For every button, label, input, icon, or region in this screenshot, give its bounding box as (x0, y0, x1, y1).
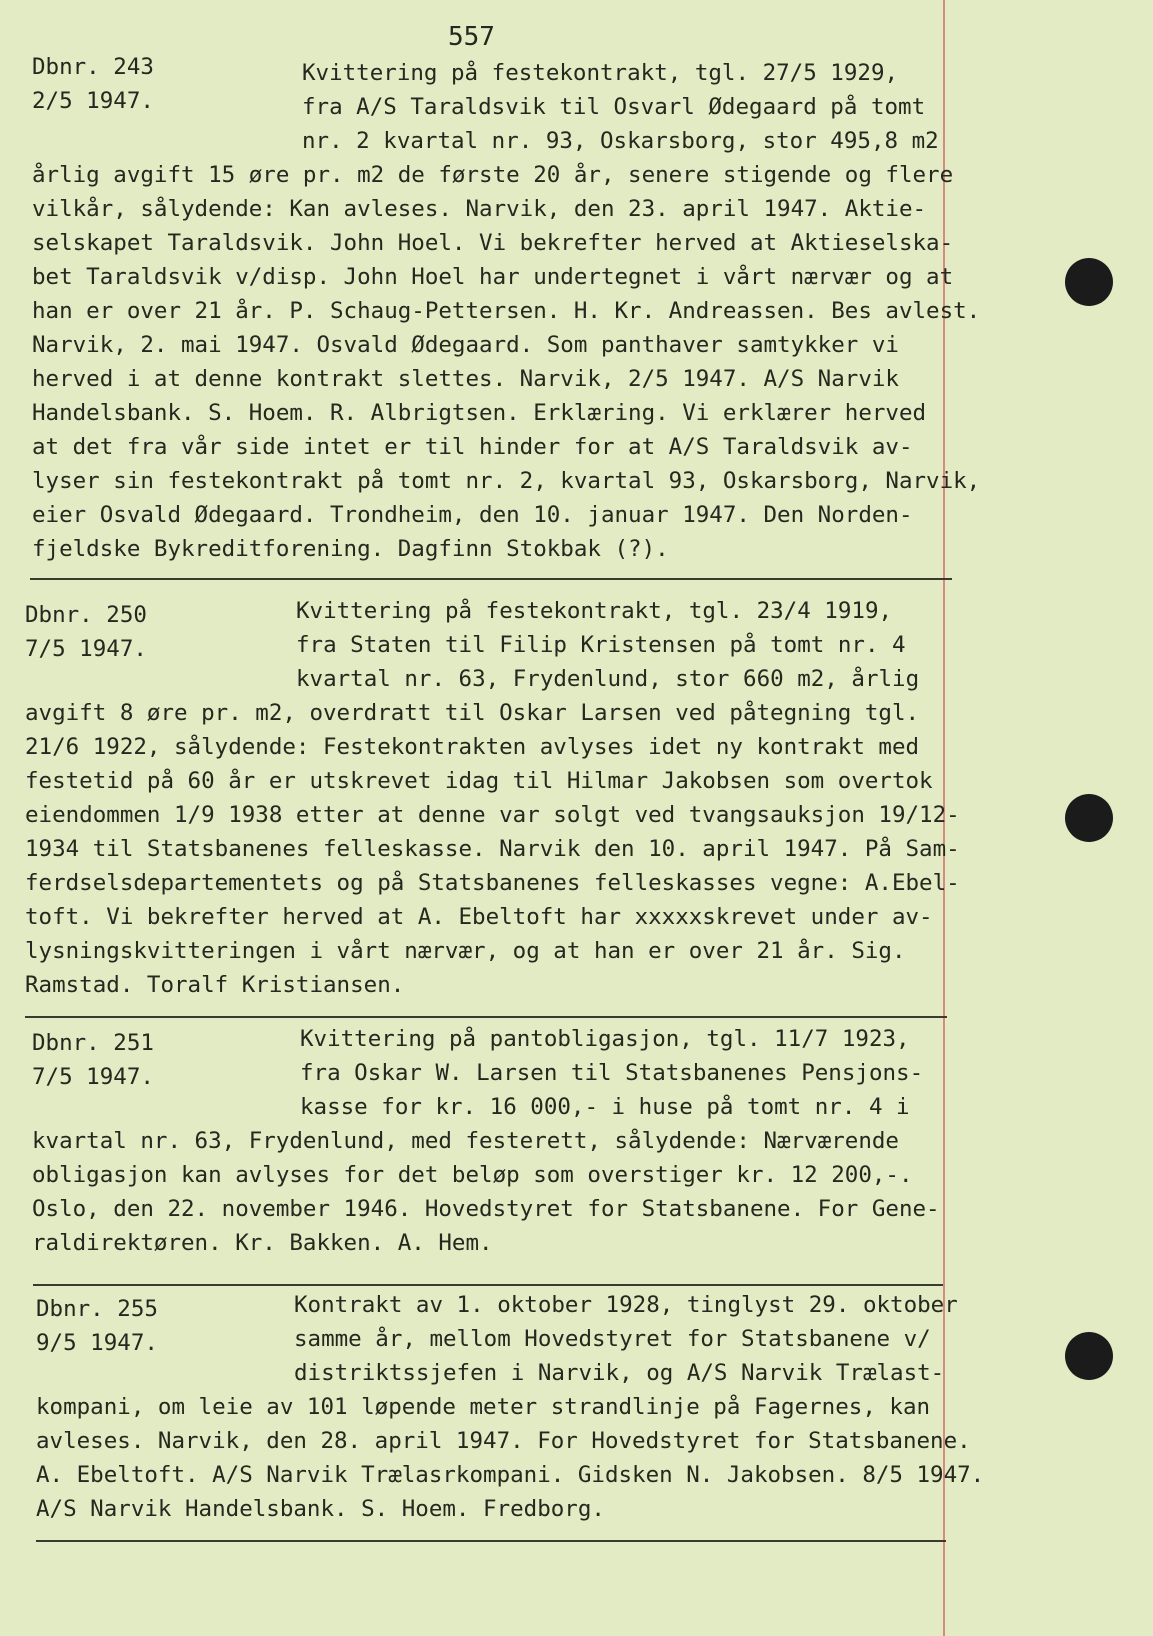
entry-text-line: A. Ebeltoft. A/S Narvik Trælasrkompani. Gidsken N. Jakobsen. 8/5 1947. (36, 1462, 985, 1488)
entry-text-line: avgift 8 øre pr. m2, overdratt til Oskar Larsen ved påtegning tgl. (25, 700, 920, 726)
entry-divider (25, 1016, 947, 1018)
entry-number: Dbnr. 255 (36, 1296, 158, 1322)
binder-hole (1065, 258, 1113, 306)
entry-text-line: han er over 21 år. P. Schaug-Pettersen. H. Kr. Andreassen. Bes avlest. (32, 298, 981, 324)
entry-text-line: årlig avgift 15 øre pr. m2 de første 20 år, senere stigende og flere (32, 162, 954, 188)
entry-text-line: 1934 til Statsbanenes felleskasse. Narvik den 10. april 1947. På Sam- (25, 836, 960, 862)
entry-text-line: A/S Narvik Handelsbank. S. Hoem. Fredborg. (36, 1496, 605, 1522)
entry-text-line: Handelsbank. S. Hoem. R. Albrigtsen. Erklæring. Vi erklærer herved (32, 400, 927, 426)
entry-text-line: obligasjon kan avlyses for det beløp som overstiger kr. 12 200,-. (32, 1162, 913, 1188)
entry-text-line: fra Staten til Filip Kristensen på tomt nr. 4 (296, 632, 906, 658)
entry-number: Dbnr. 250 (25, 602, 147, 628)
entry-text-line: lyser sin festekontrakt på tomt nr. 2, kvartal 93, Oskarsborg, Narvik, (32, 468, 981, 494)
entry-text-line: samme år, mellom Hovedstyret for Statsbanene v/ (294, 1326, 931, 1352)
entry-text-line: toft. Vi bekrefter herved at A. Ebeltoft har xxxxxskrevet under av- (25, 904, 933, 930)
entry-text-line: Kvittering på festekontrakt, tgl. 23/4 1919, (296, 598, 893, 624)
entry-text-line: nr. 2 kvartal nr. 93, Oskarsborg, stor 495,8 m2 (302, 128, 939, 154)
entry-divider (33, 1284, 943, 1286)
entry-text-line: selskapet Taraldsvik. John Hoel. Vi bekrefter herved at Aktieselska- (32, 230, 954, 256)
entry-text-line: Kontrakt av 1. oktober 1928, tinglyst 29. oktober (294, 1292, 958, 1318)
entry-text-line: Oslo, den 22. november 1946. Hovedstyret for Statsbanene. For Gene- (32, 1196, 940, 1222)
entry-text-line: Ramstad. Toralf Kristiansen. (25, 972, 405, 998)
entry-text-line: fra Oskar W. Larsen til Statsbanenes Pensjons- (300, 1060, 924, 1086)
entry-text-line: distriktssjefen i Narvik, og A/S Narvik Trælast- (294, 1360, 945, 1386)
entry-text-line: avleses. Narvik, den 28. april 1947. For Hovedstyret for Statsbanene. (36, 1428, 971, 1454)
entry-date: 2/5 1947. (32, 88, 154, 114)
entry-text-line: bet Taraldsvik v/disp. John Hoel har undertegnet i vårt nærvær og at (32, 264, 954, 290)
entry-number: Dbnr. 251 (32, 1030, 154, 1056)
entry-text-line: ferdselsdepartementets og på Statsbanenes felleskasses vegne: A.Ebel- (25, 870, 960, 896)
entry-text-line: Kvittering på pantobligasjon, tgl. 11/7 1923, (300, 1026, 910, 1052)
entry-text-line: fjeldske Bykreditforening. Dagfinn Stokbak (?). (32, 536, 669, 562)
entry-text-line: vilkår, sålydende: Kan avleses. Narvik, den 23. april 1947. Aktie- (32, 196, 927, 222)
entry-text-line: kasse for kr. 16 000,- i huse på tomt nr. 4 i (300, 1094, 910, 1120)
entry-number: Dbnr. 243 (32, 54, 154, 80)
entry-date: 7/5 1947. (25, 636, 147, 662)
entry-text-line: fra A/S Taraldsvik til Osvarl Ødegaard på tomt (302, 94, 926, 120)
entry-text-line: Narvik, 2. mai 1947. Osvald Ødegaard. Som panthaver samtykker vi (32, 332, 899, 358)
binder-hole (1065, 794, 1113, 842)
entry-text-line: eier Osvald Ødegaard. Trondheim, den 10. januar 1947. Den Norden- (32, 502, 913, 528)
entry-text-line: kvartal nr. 63, Frydenlund, med festerett, sålydende: Nærværende (32, 1128, 899, 1154)
entry-date: 7/5 1947. (32, 1064, 154, 1090)
binder-hole (1065, 1332, 1113, 1380)
entry-text-line: 21/6 1922, sålydende: Festekontrakten avlyses idet ny kontrakt med (25, 734, 920, 760)
entry-divider (36, 1540, 946, 1542)
entry-text-line: herved i at denne kontrakt slettes. Narvik, 2/5 1947. A/S Narvik (32, 366, 899, 392)
entry-text-line: eiendommen 1/9 1938 etter at denne var solgt ved tvangsauksjon 19/12- (25, 802, 960, 828)
entry-text-line: kompani, om leie av 101 løpende meter strandlinje på Fagernes, kan (36, 1394, 931, 1420)
page-number: 557 (448, 22, 495, 52)
entry-date: 9/5 1947. (36, 1330, 158, 1356)
entry-divider (30, 578, 952, 580)
entry-text-line: Kvittering på festekontrakt, tgl. 27/5 1929, (302, 60, 899, 86)
entry-text-line: lysningskvitteringen i vårt nærvær, og at han er over 21 år. Sig. (25, 938, 906, 964)
entry-text-line: kvartal nr. 63, Frydenlund, stor 660 m2, årlig (296, 666, 920, 692)
entry-text-line: at det fra vår side intet er til hinder for at A/S Taraldsvik av- (32, 434, 913, 460)
entry-text-line: festetid på 60 år er utskrevet idag til Hilmar Jakobsen som overtok (25, 768, 933, 794)
entry-text-line: raldirektøren. Kr. Bakken. A. Hem. (32, 1230, 493, 1256)
